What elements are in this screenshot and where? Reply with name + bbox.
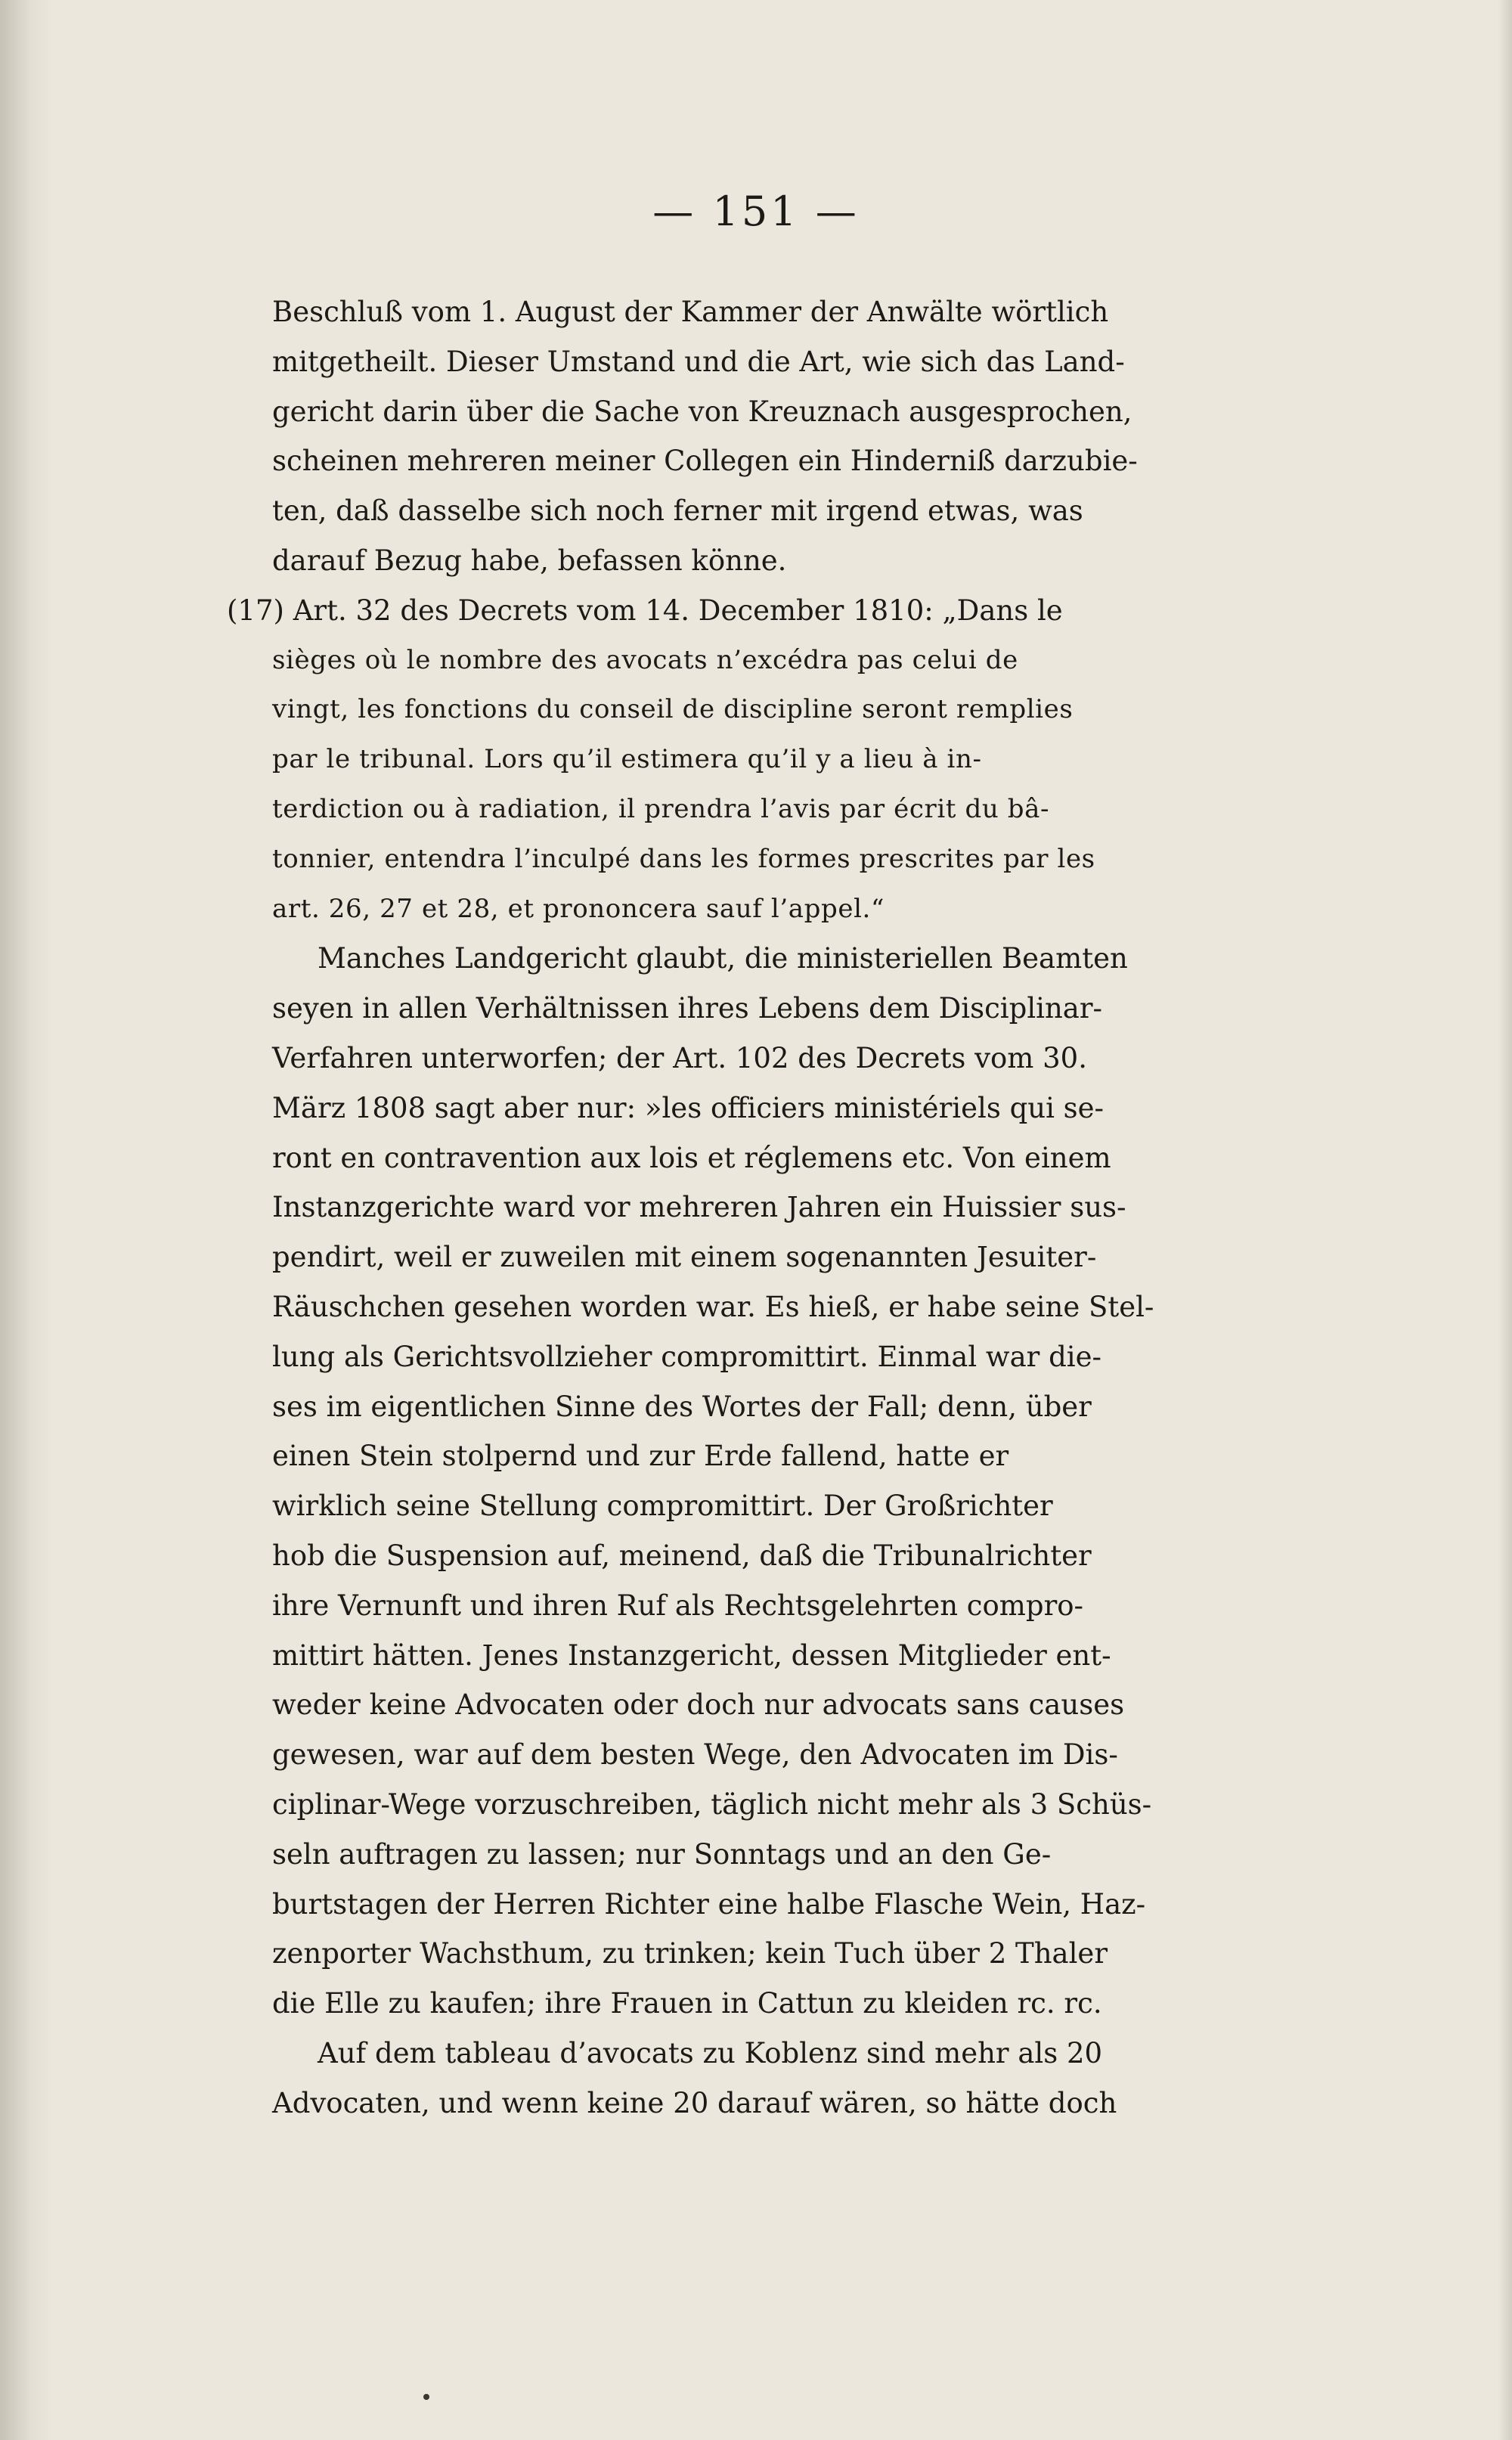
text-line: ciplinar-Wege vorzuschreiben, täglich nicht mehr als 3 Schüs- [272,1787,1152,1821]
text-line: Räuschchen gesehen worden war. Es hieß, er habe seine Stel- [272,1290,1154,1323]
page-number: — 151 — [652,188,860,235]
text-line: scheinen mehreren meiner Collegen ein Hinderniß darzubie- [272,445,1138,478]
french-quote-line: art. 26, 27 et 28, et prononcera sauf l’appel.“ [272,893,885,924]
text-line: ten, daß dasselbe sich noch ferner mit irgend etwas, was [272,495,1083,528]
page-gutter [0,0,53,2440]
text-line: Beschluß vom 1. August der Kammer der Anwälte wörtlich [272,296,1109,328]
text-line: seyen in allen Verhältnissen ihres Lebens dem Disciplinar- [272,992,1103,1025]
ink-speck [423,2394,429,2400]
text-line: mittirt hätten. Jenes Instanzgericht, dessen Mitglieder ent- [272,1639,1111,1672]
body-text [227,287,1331,2128]
text-line: hob die Suspension auf, meinend, daß die Tribunalrichter [272,1539,1092,1572]
text-line: lung als Gerichtsvollzieher compromittirt. Einmal war die- [272,1340,1102,1373]
text-line: darauf Bezug habe, befassen könne. [272,544,787,577]
text-line: pendirt, weil er zuweilen mit einem sogenannten Jesuiter- [272,1241,1097,1274]
french-quote-line: par le tribunal. Lors qu’il estimera qu’il y a lieu à in- [272,744,982,775]
text-line: März 1808 sagt aber nur: »les officiers ministériels qui se- [272,1091,1105,1124]
text-line: weder keine Advocaten oder doch nur advocats sans causes [272,1688,1125,1722]
paragraph-first-line: Auf dem tableau d’avocats zu Koblenz sind mehr als 20 [318,2036,1103,2070]
french-quote-line: sièges où le nombre des avocats n’excédra pas celui de [272,644,1018,675]
text-line: zenporter Wachsthum, zu trinken; kein Tuch über 2 Thaler [272,1937,1108,1970]
text-line: Instanzgerichte ward vor mehreren Jahren ein Huissier sus- [272,1191,1126,1224]
text-line: burtstagen der Herren Richter eine halbe Flasche Wein, Haz- [272,1887,1146,1921]
french-quote-line: tonnier, entendra l’inculpé dans les formes prescrites par les [272,843,1095,874]
text-line: wirklich seine Stellung compromittirt. Der Großrichter [272,1490,1053,1523]
text-line: gericht darin über die Sache von Kreuznach ausgesprochen, [272,395,1132,428]
page-edge [1498,0,1512,2440]
text-line: einen Stein stolpernd und zur Erde fallend, hatte er [272,1440,1009,1473]
text-line: Verfahren unterworfen; der Art. 102 des Decrets vom 30. [272,1041,1087,1074]
footnote-heading-line: (17) Art. 32 des Decrets vom 14. December 1810: „Dans le [227,594,1063,627]
text-line: ront en contravention aux lois et réglemens etc. Von einem [272,1141,1111,1174]
text-line: ihre Vernunft und ihren Ruf als Rechtsgelehrten compro- [272,1589,1084,1622]
french-quote-line: terdiction ou à radiation, il prendra l’avis par écrit du bâ- [272,793,1050,824]
text-line: ses im eigentlichen Sinne des Wortes der Fall; denn, über [272,1390,1092,1423]
text-line: mitgetheilt. Dieser Umstand und die Art, wie sich das Land- [272,345,1125,378]
french-quote-line: vingt, les fonctions du conseil de discipline seront remplies [272,694,1074,725]
paragraph-first-line: Manches Landgericht glaubt, die ministeriellen Beamten [318,942,1128,975]
text-line: seln auftragen zu lassen; nur Sonntags und an den Ge- [272,1837,1052,1871]
text-line: Advocaten, und wenn keine 20 darauf wären, so hätte doch [272,2086,1117,2119]
text-line: die Elle zu kaufen; ihre Frauen in Cattun zu kleiden rc. rc. [272,1987,1102,2020]
text-line: gewesen, war auf dem besten Wege, den Advocaten im Dis- [272,1738,1118,1772]
